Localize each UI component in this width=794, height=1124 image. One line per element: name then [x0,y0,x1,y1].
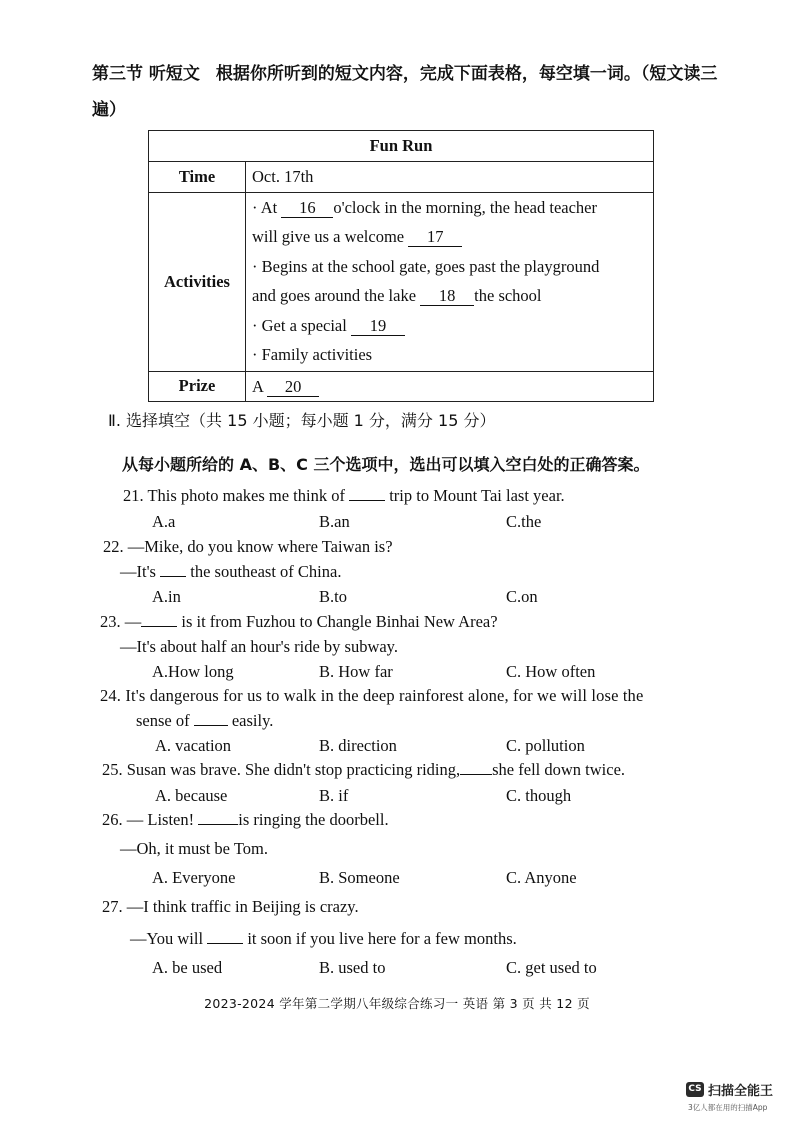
question-21: 21. This photo makes me think of trip to Mount Tai last year. [123,486,565,505]
option-c: C. though [506,786,572,805]
blank-20: 20 [267,378,319,397]
option-c: C.on [506,587,538,606]
prize-label: Prize [149,371,246,402]
option-c: C. get used to [506,958,597,977]
option-c: C.the [506,512,542,531]
activity-line: · At 16 o'clock in the morning, the head teacher [252,197,598,217]
option-a: A.How long [152,662,234,681]
option-b: B. used to [319,958,386,977]
section-3-heading [92,56,732,128]
activities-cell [246,192,654,371]
option-c: C. How often [506,662,596,681]
table-title: Fun Run [149,131,654,162]
option-b: B.an [319,512,350,531]
option-b: B. How far [319,662,393,681]
page-footer: 2023-2024 学年第二学期八年级综合练习一 英语 第 3 页 共 12 页 [204,996,590,1011]
option-a: A. Everyone [152,868,236,887]
question-26-reply: —Oh, it must be Tom. [120,839,268,858]
option-a: A.a [152,512,176,531]
question-22-reply: —It's the southeast of China. [120,562,342,581]
option-b: B. if [319,786,349,805]
activity-line: will give us a welcome 17 [252,222,647,252]
blank-17: 17 [408,228,462,247]
section-title: 听短文 [148,64,200,84]
option-b: B. direction [319,736,397,755]
option-a: A. be used [152,958,223,977]
activities-label: Activities [149,192,246,371]
section-instruction: 根据你所听到的短文内容，完成下面表格，每空填一词。（短文读三遍） [92,64,718,120]
prize-value: A 20 [246,371,654,402]
option-a: A.in [152,587,181,606]
question-27-reply: —You will it soon if you live here for a few months. [130,929,517,948]
watermark-name: 扫描全能王 [708,1084,774,1099]
question-25: 25. Susan was brave. She didn't stop practicing riding, she fell down twice. [102,760,626,779]
fun-run-table [148,130,654,402]
option-b: B.to [319,587,347,606]
option-a: A. because [155,786,228,805]
blank-16: 16 [281,199,333,218]
option-c: C. pollution [506,736,585,755]
question-22: 22. —Mike, do you know where Taiwan is? [103,537,393,556]
option-a: A. vacation [155,736,232,755]
activity-line: · Get a special 19 [252,311,647,341]
option-b: B. Someone [319,868,400,887]
activity-line: and goes around the lake 18 the school [252,286,542,305]
part-2-heading: Ⅱ. 选择填空（共 15 小题；每小题 1 分，满分 15 分） [108,411,496,430]
blank-19: 19 [351,317,405,336]
part-2-instruction: 从每小题所给的 A、B、C 三个选项中，选出可以填入空白处的正确答案。 [122,455,650,474]
blank-18: 18 [420,287,474,306]
question-27: 27. —I think traffic in Beijing is crazy. [102,897,359,916]
activity-line: · Begins at the school gate, goes past the playground [252,256,600,276]
section-label: 第三节 [92,64,143,84]
time-label: Time [149,162,246,193]
option-c: C. Anyone [506,868,577,887]
question-26: 26. — Listen! is ringing the doorbell. [102,810,389,829]
activity-line: · Family activities [252,345,373,364]
question-23: 23. — is it from Fuzhou to Changle Binhai New Area? [100,612,498,631]
camscanner-logo-icon: CS [686,1082,704,1097]
question-24-line-2: sense of easily. [136,711,274,730]
watermark-tagline: 3亿人都在用的扫描App [688,1103,768,1112]
question-24: 24. It's dangerous for us to walk in the deep rainforest alone, for we will lose the [100,686,644,705]
question-23-reply: —It's about half an hour's ride by subway. [120,637,398,656]
time-value: Oct. 17th [246,162,654,193]
